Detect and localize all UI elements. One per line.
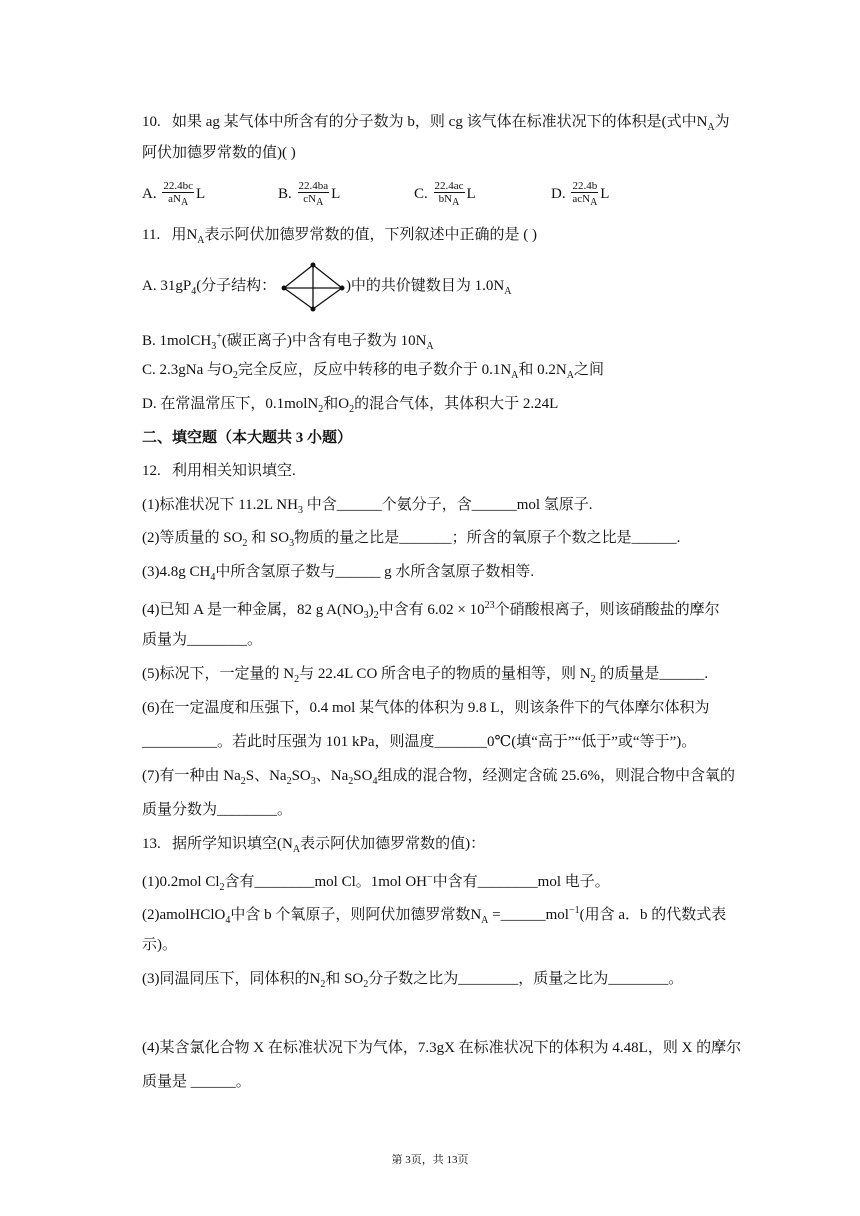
part-text: (7)有一种由 Na [142, 768, 241, 784]
part-text: ) [368, 602, 374, 618]
subscript: A [197, 235, 205, 246]
subscript: 3 [297, 505, 303, 516]
q12-part2 [142, 528, 680, 554]
q10-text: 如果 ag 某气体中所含有的分子数为 b，则 cg 该气体在标准状况下的体积是(式中 [172, 114, 697, 130]
subscript: 2 [373, 610, 379, 621]
part-text: (2)amolHClO [142, 907, 226, 923]
na-subscript: A [707, 122, 715, 133]
superscript: 23 [484, 600, 495, 611]
superscript: + [216, 331, 222, 342]
q12-part7-line1 [142, 766, 735, 792]
part-text: 中含有 6.02 × 10 [378, 602, 485, 618]
denominator-text: aN [168, 193, 181, 205]
denominator-sub: A [590, 197, 598, 209]
option-label: B. [278, 186, 292, 203]
unit: L [600, 186, 610, 203]
q11-stem [142, 225, 537, 251]
part-text: 含有________mol Cl。1mol OH [224, 874, 428, 890]
subscript: 2 [242, 538, 248, 549]
q10-line2 [142, 143, 296, 163]
q12-part4-line2: 质量为________。 [142, 632, 263, 648]
q10-options [142, 180, 742, 216]
q13-number: 13. [142, 836, 161, 852]
q13-part1 [142, 868, 610, 898]
q13-part2-line2: 示)。 [142, 937, 177, 953]
part-text: (1)标准状况下 11.2L NH [142, 497, 298, 513]
part-text: =______mol [488, 907, 569, 923]
option-text: 和 0.2N [518, 362, 567, 378]
denominator-sub: A [316, 197, 324, 209]
part-text: 中所含氢原子数与______ g 水所含氢原子数相等. [215, 564, 535, 580]
subscript: 2 [363, 979, 369, 990]
fraction-denominator [298, 193, 330, 209]
option-text: C. 2.3gNa 与O [142, 362, 233, 378]
subscript: A [566, 370, 574, 381]
q11-option-a [142, 276, 512, 302]
fraction-denominator [434, 193, 465, 209]
option-label: C. [414, 186, 428, 203]
q12-stem [142, 461, 296, 481]
q10-line1 [142, 112, 730, 138]
fraction-denominator [571, 193, 598, 209]
subscript: A [426, 341, 434, 352]
part-text: S、Na [245, 768, 287, 784]
subscript: 3 [211, 341, 217, 352]
part-text: (2)等质量的 SO [142, 530, 243, 546]
q13-part4-line1: (4)某含氯化合物 X 在标准状况下为气体，7.3gX 在标准状况下的体积为 4.48L，则 X 的摩尔 [142, 1040, 742, 1056]
fraction [571, 180, 598, 209]
fraction [162, 180, 194, 209]
part-text: 组成的混合物，经测定含硫 25.6%，则混合物中含氧的 [377, 768, 735, 784]
q11-option-b [142, 327, 434, 357]
fraction-numerator: 22.4b [572, 180, 598, 192]
q11-text: 用N [171, 227, 198, 243]
subscript: 2 [232, 370, 238, 381]
q10-option-c [414, 180, 476, 209]
q12-part6-line2: __________。若此时压强为 101 kPa，则温度_______0℃(填“高于”“低于”或“等于”)。 [142, 734, 697, 750]
part-text: (1)0.2mol Cl [142, 874, 220, 890]
subscript: 2 [294, 674, 300, 685]
page-footer: 第 3页，共 13页 [391, 1154, 469, 1166]
subscript: 2 [349, 404, 355, 415]
subscript: 3 [289, 538, 295, 549]
denominator-sub: A [180, 197, 189, 209]
na-symbol: N [696, 114, 708, 130]
part-text: 分子数之比为________，质量之比为________。 [368, 971, 684, 987]
q13-title: 据所学知识填空(N [172, 836, 293, 852]
fraction [434, 180, 465, 209]
q12-title: 利用相关知识填空. [172, 463, 296, 479]
subscript: 4 [210, 572, 216, 583]
q13-part3 [142, 969, 683, 995]
q10-text-end: 为 [714, 114, 730, 130]
denominator-text: cN [303, 193, 317, 205]
q10-number: 10. [142, 114, 161, 130]
q13-part2-line1 [142, 901, 726, 931]
subscript: 2 [219, 882, 225, 893]
option-label: D. [551, 186, 566, 203]
part-text: 、Na [315, 768, 349, 784]
subscript: 2 [348, 776, 354, 787]
q10-option-d [551, 180, 609, 209]
part-text: SO [291, 768, 311, 784]
q11-option-c [142, 360, 604, 386]
part-text: 与 22.4L CO 所含电子的物质的量相等，则 N [299, 666, 591, 682]
fraction-numerator: 22.4ba [298, 180, 329, 192]
option-text: (碳正离子)中含有电子数为 10N [221, 333, 427, 349]
part-text: (用含 a．b 的代数式表 [579, 907, 727, 923]
part-text: SO [353, 768, 373, 784]
q11-number: 11. [142, 227, 161, 243]
q10-option-a [142, 180, 205, 209]
q12-part7-line2: 质量分数为________。 [142, 802, 293, 818]
unit: L [331, 186, 341, 203]
subscript: 2 [286, 776, 292, 787]
option-text: A. 31gP [142, 278, 192, 294]
q13-part4-line2: 质量是 ______。 [142, 1074, 251, 1090]
subscript: 2 [320, 979, 326, 990]
part-text: (4)已知 A 是一种金属，82 g A(NO [142, 602, 364, 618]
denominator-text: bN [438, 193, 453, 205]
subscript: 2 [590, 674, 596, 685]
part-text: 和 SO [325, 971, 364, 987]
option-text: D. 在常温常压下，0.1molN [142, 396, 319, 412]
subscript: 3 [310, 776, 316, 787]
option-text: B. 1molCH [142, 333, 212, 349]
subscript: 4 [372, 776, 378, 787]
fraction [298, 180, 330, 209]
denominator-sub: A [452, 197, 460, 209]
p4-molecule-structure-icon [280, 261, 346, 313]
q12-part1 [142, 495, 593, 521]
subscript: 4 [191, 286, 197, 297]
part-text: 中含有________mol 电子。 [432, 874, 610, 890]
unit: L [466, 186, 476, 203]
q12-part4-line1 [142, 596, 720, 626]
unit: L [195, 186, 206, 203]
superscript: − [427, 872, 433, 883]
q13-title: 表示阿伏加德罗常数的值)： [300, 836, 486, 852]
superscript: −1 [568, 905, 580, 916]
part-text: (3)同温同压下，同体积的N [142, 971, 321, 987]
subscript: A [504, 286, 512, 297]
option-text: 的混合气体，其体积大于 2.24L [354, 396, 559, 412]
q12-number: 12. [142, 463, 161, 479]
part-text: 物质的量之比是_______；所含的氧原子个数之比是______. [294, 530, 681, 546]
fraction-numerator: 22.4bc [163, 180, 193, 192]
subscript: A [481, 915, 489, 926]
q12-part5 [142, 664, 708, 690]
q10-text2: 阿伏加德罗常数的值)( ) [142, 145, 296, 161]
part-text: (3)4.8g CH [142, 564, 211, 580]
q12-part3 [142, 562, 534, 588]
subscript: 2 [318, 404, 324, 415]
option-label: A. [142, 186, 157, 203]
denominator-text: acN [572, 193, 591, 205]
part-text: 和 SO [247, 530, 290, 546]
part-text: 个硝酸根离子，则该硝酸盐的摩尔 [494, 602, 720, 618]
part-text: 中含 b 个氧原子，则阿伏加德罗常数N [230, 907, 482, 923]
option-text: 之间 [573, 362, 604, 378]
q10-option-b [278, 180, 340, 209]
q13-stem [142, 834, 485, 860]
q12-part6-line1: (6)在一定温度和压强下，0.4 mol 某气体的体积为 9.8 L，则该条件下的气体摩尔体积为 [142, 700, 710, 716]
part-text: (5)标况下，一定量的 N [142, 666, 295, 682]
part-text: 的质量是______. [595, 666, 709, 682]
option-text: (分子结构： [196, 278, 277, 294]
option-text: 完全反应，反应中转移的电子数介于 0.1N [237, 362, 512, 378]
fraction-numerator: 22.4ac [434, 180, 464, 192]
option-text: )中的共价键数目为 1.0N [345, 278, 505, 294]
part-text: 中含______个氨分子，含______mol 氢原子. [302, 497, 593, 513]
subscript: A [511, 370, 519, 381]
subscript: 4 [225, 915, 231, 926]
q11-text-end: 表示阿伏加德罗常数的值，下列叙述中正确的是 ( ) [204, 227, 538, 243]
subscript: 3 [363, 610, 369, 621]
option-text: 和O [323, 396, 350, 412]
section-heading: 二、填空题（本大题共 3 小题） [142, 430, 353, 446]
q11-option-d [142, 394, 558, 420]
subscript: A [292, 844, 301, 855]
subscript: 2 [240, 776, 246, 787]
fraction-denominator [162, 193, 194, 209]
